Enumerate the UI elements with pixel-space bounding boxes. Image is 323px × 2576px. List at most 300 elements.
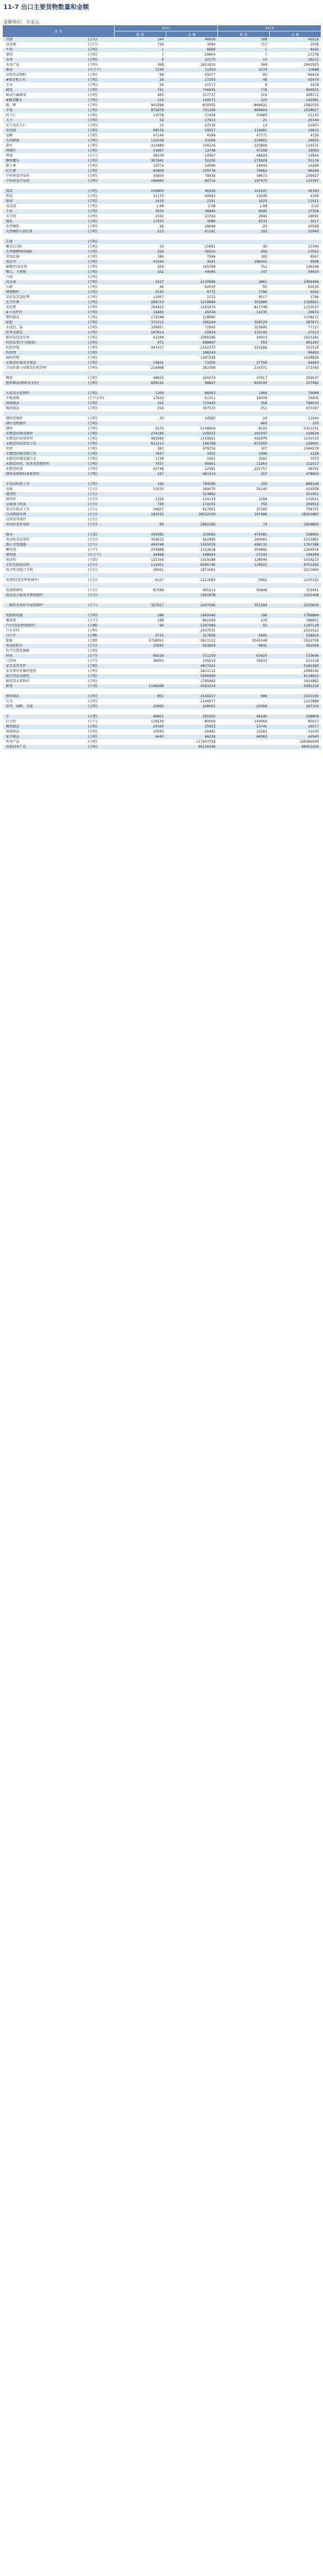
row-amt-2012: 14099 — [166, 164, 218, 169]
table-row — [3, 371, 321, 376]
row-qty-2013: 13 — [218, 123, 270, 129]
row-amt-2013: 1617 — [270, 219, 321, 225]
row-amt-2012: 27913 — [166, 118, 218, 123]
row-amt-2012: 8060 — [166, 48, 218, 53]
row-unit: (万只) — [87, 659, 115, 664]
row-name: 氢氧化钠 — [3, 255, 87, 260]
row-qty-2012 — [115, 573, 166, 578]
row-amt-2013: 11044 — [270, 417, 321, 422]
row-name: 鞋类 — [3, 684, 87, 689]
row-amt-2012 — [166, 649, 218, 654]
row-qty-2012: 7674 — [115, 209, 166, 214]
row-name — [3, 710, 87, 715]
row-unit: (万吨) — [87, 230, 115, 235]
row-name: 蔬菜 — [3, 88, 87, 93]
row-amt-2013 — [270, 240, 321, 245]
row-amt-2013: 5321251 — [270, 427, 321, 432]
row-unit: (万吨) — [87, 290, 115, 295]
row-name: 电视机(包括整套散件) — [3, 578, 87, 583]
table-row — [3, 93, 321, 98]
table-row — [3, 654, 321, 659]
row-amt-2012: 8772 — [166, 290, 218, 295]
table-row — [3, 199, 321, 204]
row-qty-2012 — [115, 649, 166, 654]
row-amt-2013: 5182283 — [270, 664, 321, 669]
row-qty-2013: 27243 — [218, 553, 270, 558]
row-qty-2013: 384 — [218, 63, 270, 68]
row-qty-2012: 53550 — [115, 487, 166, 492]
row-amt-2013: 1796 — [270, 295, 321, 300]
row-qty-2013 — [218, 275, 270, 280]
unit-note: 金额单位：万美元 — [3, 20, 39, 25]
row-unit: (万辆) — [87, 634, 115, 639]
row-unit: (万吨) — [87, 310, 115, 315]
row-amt-2012: 2112 — [166, 295, 218, 300]
row-unit: (万只) — [87, 43, 115, 48]
row-amt-2013: 28091 — [270, 214, 321, 219]
row-qty-2013: 10 — [218, 58, 270, 63]
row-name: 聚乙、卡素配 — [3, 270, 87, 275]
row-unit — [87, 386, 115, 391]
row-name: 花生及花生仁 — [3, 123, 87, 129]
row-amt-2012: 461214 — [166, 472, 218, 477]
table-row — [3, 406, 321, 411]
row-amt-2013: 492009 — [270, 644, 321, 649]
row-unit: (万吨) — [87, 280, 115, 285]
row-name: 家具制品 — [3, 735, 87, 740]
row-qty-2013 — [218, 608, 270, 614]
row-amt-2012: 23354 — [166, 214, 218, 219]
row-qty-2012: 28 — [115, 78, 166, 83]
row-qty-2012: 42746 — [115, 467, 166, 472]
row-qty-2013 — [218, 710, 270, 715]
row-unit: (万台) — [87, 492, 115, 497]
row-qty-2012 — [115, 608, 166, 614]
row-qty-2012: 2342 — [115, 214, 166, 219]
row-amt-2012 — [166, 422, 218, 427]
row-qty-2012 — [115, 356, 166, 361]
table-row — [3, 245, 321, 250]
row-amt-2013: 533646 — [270, 654, 321, 659]
row-qty-2012: 46 — [115, 285, 166, 290]
row-amt-2013 — [270, 518, 321, 523]
row-amt-2012: 3611112 — [166, 639, 218, 644]
row-amt-2013: 26672 — [270, 310, 321, 315]
row-qty-2013 — [218, 679, 270, 684]
row-qty-2013: 25741 — [218, 725, 270, 730]
table-row — [3, 664, 321, 669]
row-qty-2012: 43293 — [115, 260, 166, 265]
row-unit: (万吨) — [87, 725, 115, 730]
row-amt-2013: 110551 — [270, 497, 321, 502]
row-qty-2012 — [115, 477, 166, 482]
row-unit: (万吨) — [87, 250, 115, 255]
row-qty-2013: 11263 — [218, 462, 270, 467]
row-unit — [87, 235, 115, 240]
row-amt-2012: 28646 — [166, 225, 218, 230]
row-qty-2013: 222757 — [218, 467, 270, 472]
row-qty-2013: 2796 — [218, 290, 270, 295]
row-amt-2013: 788651 — [270, 619, 321, 624]
row-qty-2013: 26 — [218, 417, 270, 422]
row-unit: (万吨) — [87, 108, 115, 113]
row-name: 焦炭 — [3, 194, 87, 199]
row-name: 医疗仪器及器械 — [3, 649, 87, 654]
row-qty-2012 — [115, 371, 166, 376]
row-unit: (万吨) — [87, 432, 115, 437]
row-name: 自行车 — [3, 634, 87, 639]
row-amt-2013: 52176 — [270, 159, 321, 164]
table-row — [3, 422, 321, 427]
table-row — [3, 58, 321, 63]
row-name: 设备及其部件 — [3, 518, 87, 523]
row-amt-2013: 1789889 — [270, 614, 321, 619]
row-amt-2013: 8567 — [270, 255, 321, 260]
row-unit: (万吨) — [87, 159, 115, 164]
row-name — [3, 528, 87, 533]
row-name: 玩具 — [3, 699, 87, 704]
row-qty-2013: 474381 — [218, 533, 270, 538]
row-unit: (万吨) — [87, 194, 115, 199]
row-qty-2012 — [115, 411, 166, 417]
table-row — [3, 614, 321, 619]
row-qty-2013: 2861 — [218, 280, 270, 285]
row-amt-2012: 2.68 — [166, 204, 218, 209]
row-amt-2013: 26212 — [270, 58, 321, 63]
row-qty-2013: 79462 — [218, 169, 270, 174]
row-unit: (万吨) — [87, 452, 115, 457]
row-qty-2013: 46240 — [218, 715, 270, 720]
table-row — [3, 417, 321, 422]
row-qty-2012: 2533 — [115, 290, 166, 295]
row-amt-2012: 842294 — [166, 619, 218, 624]
row-name: 电动机及发电机 — [3, 538, 87, 543]
row-name: 纺织纱线 — [3, 346, 87, 351]
row-qty-2013: 358 — [218, 401, 270, 406]
row-unit: (万吨) — [87, 83, 115, 88]
row-amt-2012 — [166, 477, 218, 482]
row-amt-2012: 7566 — [166, 255, 218, 260]
table-row — [3, 624, 321, 629]
row-unit: (万吨) — [87, 103, 115, 108]
table-row — [3, 209, 321, 214]
row-name: #稻谷和大米 — [3, 78, 87, 83]
table-row — [3, 447, 321, 452]
row-qty-2013: 1464 — [218, 391, 270, 396]
row-unit: (万吨) — [87, 265, 115, 270]
row-name — [3, 477, 87, 482]
row-qty-2012: 102 — [115, 270, 166, 275]
row-amt-2013: 63030 — [270, 285, 321, 290]
row-unit: (万吨) — [87, 199, 115, 204]
table-row — [3, 305, 321, 310]
row-name: #卡式炉药 — [3, 310, 87, 315]
row-amt-2012 — [166, 710, 218, 715]
row-amt-2012: 109776 — [166, 169, 218, 174]
row-amt-2013: 10688 — [270, 68, 321, 73]
row-amt-2012: 1086346 — [166, 336, 218, 341]
row-amt-2012: 29604 — [166, 53, 218, 58]
row-qty-2013: 996 — [218, 694, 270, 699]
row-amt-2012: 62630 — [166, 285, 218, 290]
row-amt-2013: 416559 — [270, 487, 321, 492]
row-amt-2012: 296294 — [166, 321, 218, 326]
row-qty-2013: 93846 — [218, 588, 270, 593]
row-name: 谷物及谷物粉 — [3, 73, 87, 78]
table-row — [3, 538, 321, 543]
row-name: 船舶 — [3, 639, 87, 644]
table-row — [3, 204, 321, 209]
table-row — [3, 98, 321, 103]
row-amt-2012: 922490 — [166, 538, 218, 543]
table-row — [3, 558, 321, 563]
row-unit: (万吨) — [87, 204, 115, 209]
row-amt-2013: 4432 — [270, 48, 321, 53]
table-row — [3, 533, 321, 538]
row-amt-2012: 46326 — [166, 189, 218, 194]
row-name: 原油 — [3, 199, 87, 204]
row-name: 静止式变流器 — [3, 543, 87, 548]
row-unit: (万台) — [87, 497, 115, 502]
row-qty-2013: 36633 — [218, 659, 270, 664]
row-qty-2013: 6690 — [218, 209, 270, 214]
row-qty-2012 — [115, 669, 166, 674]
row-qty-2013: 47771 — [218, 134, 270, 139]
row-qty-2012: 11067 — [115, 295, 166, 300]
table-row — [3, 219, 321, 225]
row-name: 未锻造的锡及锡合金 — [3, 452, 87, 457]
row-name: 中药材及中成药 — [3, 174, 87, 179]
row-amt-2013 — [270, 386, 321, 391]
row-name — [3, 411, 87, 417]
row-name: 电线和电缆 — [3, 614, 87, 619]
row-amt-2013: 375 — [270, 422, 321, 427]
row-unit: (万吨) — [87, 472, 115, 477]
row-qty-2013: 257 — [218, 472, 270, 477]
row-name: 活家禽 — [3, 43, 87, 48]
row-amt-2013: 2809893 — [270, 523, 321, 528]
row-name: 塑料制品 — [3, 315, 87, 321]
row-amt-2012: 1019188 — [166, 558, 218, 563]
row-qty-2012 — [115, 235, 166, 240]
row-qty-2012: 609141 — [115, 381, 166, 386]
table-row — [3, 169, 321, 174]
row-amt-2013: 26568 — [270, 225, 321, 230]
row-qty-2013: 48 — [218, 78, 270, 83]
row-unit: (万吨) — [87, 447, 115, 452]
row-amt-2013: 48792 — [270, 467, 321, 472]
row-unit: (万吨) — [87, 740, 115, 745]
row-qty-2012: 6443 — [115, 735, 166, 740]
row-amt-2013: 268809 — [270, 715, 321, 720]
row-unit — [87, 608, 115, 614]
row-qty-2013: 354891 — [218, 548, 270, 553]
row-unit: (万台) — [87, 593, 115, 598]
row-qty-2012: 5573 — [115, 427, 166, 432]
row-unit: (万吨) — [87, 78, 115, 83]
row-qty-2012: 7937 — [115, 452, 166, 457]
row-amt-2012: 790590 — [166, 482, 218, 487]
row-name: 手用或机用工具 — [3, 482, 87, 487]
row-amt-2012: 4349 — [166, 134, 218, 139]
row-qty-2012: 17632 — [115, 396, 166, 401]
row-amt-2013: 906551 — [270, 88, 321, 93]
row-amt-2013: 13764 — [270, 245, 321, 250]
row-amt-2013: 2023694 — [270, 568, 321, 573]
row-name: 液晶显示板及其整套散件 — [3, 593, 87, 598]
row-unit: (万双) — [87, 684, 115, 689]
table-row — [3, 225, 321, 230]
row-amt-2013 — [270, 583, 321, 588]
row-amt-2013: 1105332 — [270, 578, 321, 583]
row-amt-2012: 223892 — [166, 492, 218, 497]
row-unit: (万吨) — [87, 704, 115, 710]
row-unit: (万吨) — [87, 326, 115, 331]
table-row — [3, 684, 321, 689]
row-amt-2012: 71050 — [166, 361, 218, 366]
row-qty-2012: 35850 — [115, 174, 166, 179]
row-amt-2012: 1219680 — [166, 300, 218, 305]
row-qty-2013: 101547 — [218, 189, 270, 194]
row-amt-2013: 16093 — [270, 149, 321, 154]
row-amt-2012: 25433 — [166, 725, 218, 730]
row-unit: (万台) — [87, 513, 115, 518]
row-amt-2012: 668847 — [166, 341, 218, 346]
row-amt-2012 — [166, 184, 218, 189]
row-qty-2012: 26091 — [115, 568, 166, 573]
table-row — [3, 669, 321, 674]
row-qty-2013: 275928 — [218, 159, 270, 164]
row-qty-2013: 325806 — [218, 144, 270, 149]
row-name: 平板玻璃 — [3, 396, 87, 401]
table-row — [3, 341, 321, 346]
row-amt-2012: 28485 — [166, 730, 218, 735]
row-name: 陶瓷制品 — [3, 725, 87, 730]
row-qty-2013: 45 — [218, 245, 270, 250]
row-unit: (万吨) — [87, 356, 115, 361]
row-amt-2012: 165788 — [166, 265, 218, 270]
row-qty-2012: 447417 — [115, 346, 166, 351]
row-qty-2012: 24160 — [115, 725, 166, 730]
row-amt-2013: 27213 — [270, 331, 321, 336]
row-unit: (万吨) — [87, 305, 115, 310]
row-unit: (万吨) — [87, 614, 115, 619]
row-amt-2012: 1297084 — [166, 624, 218, 629]
row-unit: (万吨) — [87, 674, 115, 679]
row-name: 天然蜂蜜 — [3, 139, 87, 144]
row-amt-2013: 1227888 — [270, 699, 321, 704]
row-name: 松香及制品 — [3, 331, 87, 336]
row-amt-2013: 122158 — [270, 659, 321, 664]
row-qty-2012: 43 — [115, 245, 166, 250]
table-row — [3, 578, 321, 583]
row-name: 铝型、窗框、手提 — [3, 704, 87, 710]
row-qty-2012: 14483 — [115, 310, 166, 315]
row-unit: (万吨) — [87, 164, 115, 169]
row-amt-2012: 36845 — [166, 209, 218, 214]
table-row — [3, 477, 321, 482]
row-amt-2012: 188924 — [166, 553, 218, 558]
row-name: 苹果 — [3, 108, 87, 113]
row-amt-2013: 1229 — [270, 452, 321, 457]
table-row — [3, 391, 321, 396]
row-amt-2012: 52200 — [166, 159, 218, 164]
row-name: 食用油 — [3, 129, 87, 134]
table-row — [3, 396, 321, 401]
row-name: 天然橡胶+氯化镁 — [3, 230, 87, 235]
row-amt-2012: 61191 — [166, 230, 218, 235]
table-row — [3, 437, 321, 442]
row-qty-2013: 555 — [218, 341, 270, 346]
row-amt-2012: 319582 — [166, 533, 218, 538]
row-amt-2013: 1131015 — [270, 437, 321, 442]
row-qty-2012: 47144 — [115, 134, 166, 139]
row-amt-2013: 1615281 — [270, 336, 321, 341]
row-qty-2013: 293347 — [218, 432, 270, 437]
table-row — [3, 528, 321, 533]
table-row — [3, 73, 321, 78]
row-qty-2012 — [115, 184, 166, 189]
row-amt-2013: 26577 — [270, 725, 321, 730]
row-qty-2013: 5396 — [218, 452, 270, 457]
row-amt-2012: 27203 — [166, 78, 218, 83]
row-unit: (万吨) — [87, 401, 115, 406]
row-amt-2013: 66001059 — [270, 745, 321, 750]
row-name — [3, 689, 87, 694]
row-qty-2012: 404748 — [115, 543, 166, 548]
row-amt-2013: 470197 — [270, 406, 321, 411]
table-row — [3, 472, 321, 477]
row-qty-2013: 47168 — [218, 149, 270, 154]
row-qty-2012: 327917 — [115, 603, 166, 608]
row-qty-2012 — [115, 745, 166, 750]
row-unit: (万吨) — [87, 664, 115, 669]
row-qty-2012: 274180 — [115, 432, 166, 437]
table-row — [3, 674, 321, 679]
row-amt-2013: 42943 — [270, 735, 321, 740]
row-qty-2012 — [115, 422, 166, 427]
row-unit — [87, 573, 115, 578]
row-name: 家具及其零件 — [3, 664, 87, 669]
table-row — [3, 735, 321, 740]
row-qty-2013: 197475 — [218, 179, 270, 184]
row-qty-2012: 80 — [115, 523, 166, 528]
row-unit: (万吨) — [87, 93, 115, 98]
row-qty-2012: 196660 — [115, 179, 166, 184]
row-name: 化学纤维 — [3, 300, 87, 305]
row-unit: (万吨) — [87, 225, 115, 230]
row-amt-2012: 255550 — [166, 715, 218, 720]
row-name: 金属加工机床 — [3, 502, 87, 507]
row-amt-2012: 2437031 — [166, 629, 218, 634]
row-amt-2013: 11911 — [270, 199, 321, 204]
row-unit: (万台) — [87, 502, 115, 507]
row-amt-2012 — [166, 608, 218, 614]
table-row — [3, 88, 321, 93]
row-amt-2013: 251516 — [270, 346, 321, 351]
table-row — [3, 159, 321, 164]
row-unit: (万台) — [87, 523, 115, 528]
row-amt-2013: 94665 — [270, 361, 321, 366]
row-name: 活猪 — [3, 38, 87, 43]
row-amt-2013: 1767388 — [270, 543, 321, 548]
row-amt-2013: 14844 — [270, 154, 321, 159]
row-qty-2013: 307 — [218, 447, 270, 452]
row-qty-2013: 1074 — [218, 68, 270, 73]
row-name — [3, 608, 87, 614]
table-row — [3, 154, 321, 159]
row-qty-2013: 465 — [218, 422, 270, 427]
